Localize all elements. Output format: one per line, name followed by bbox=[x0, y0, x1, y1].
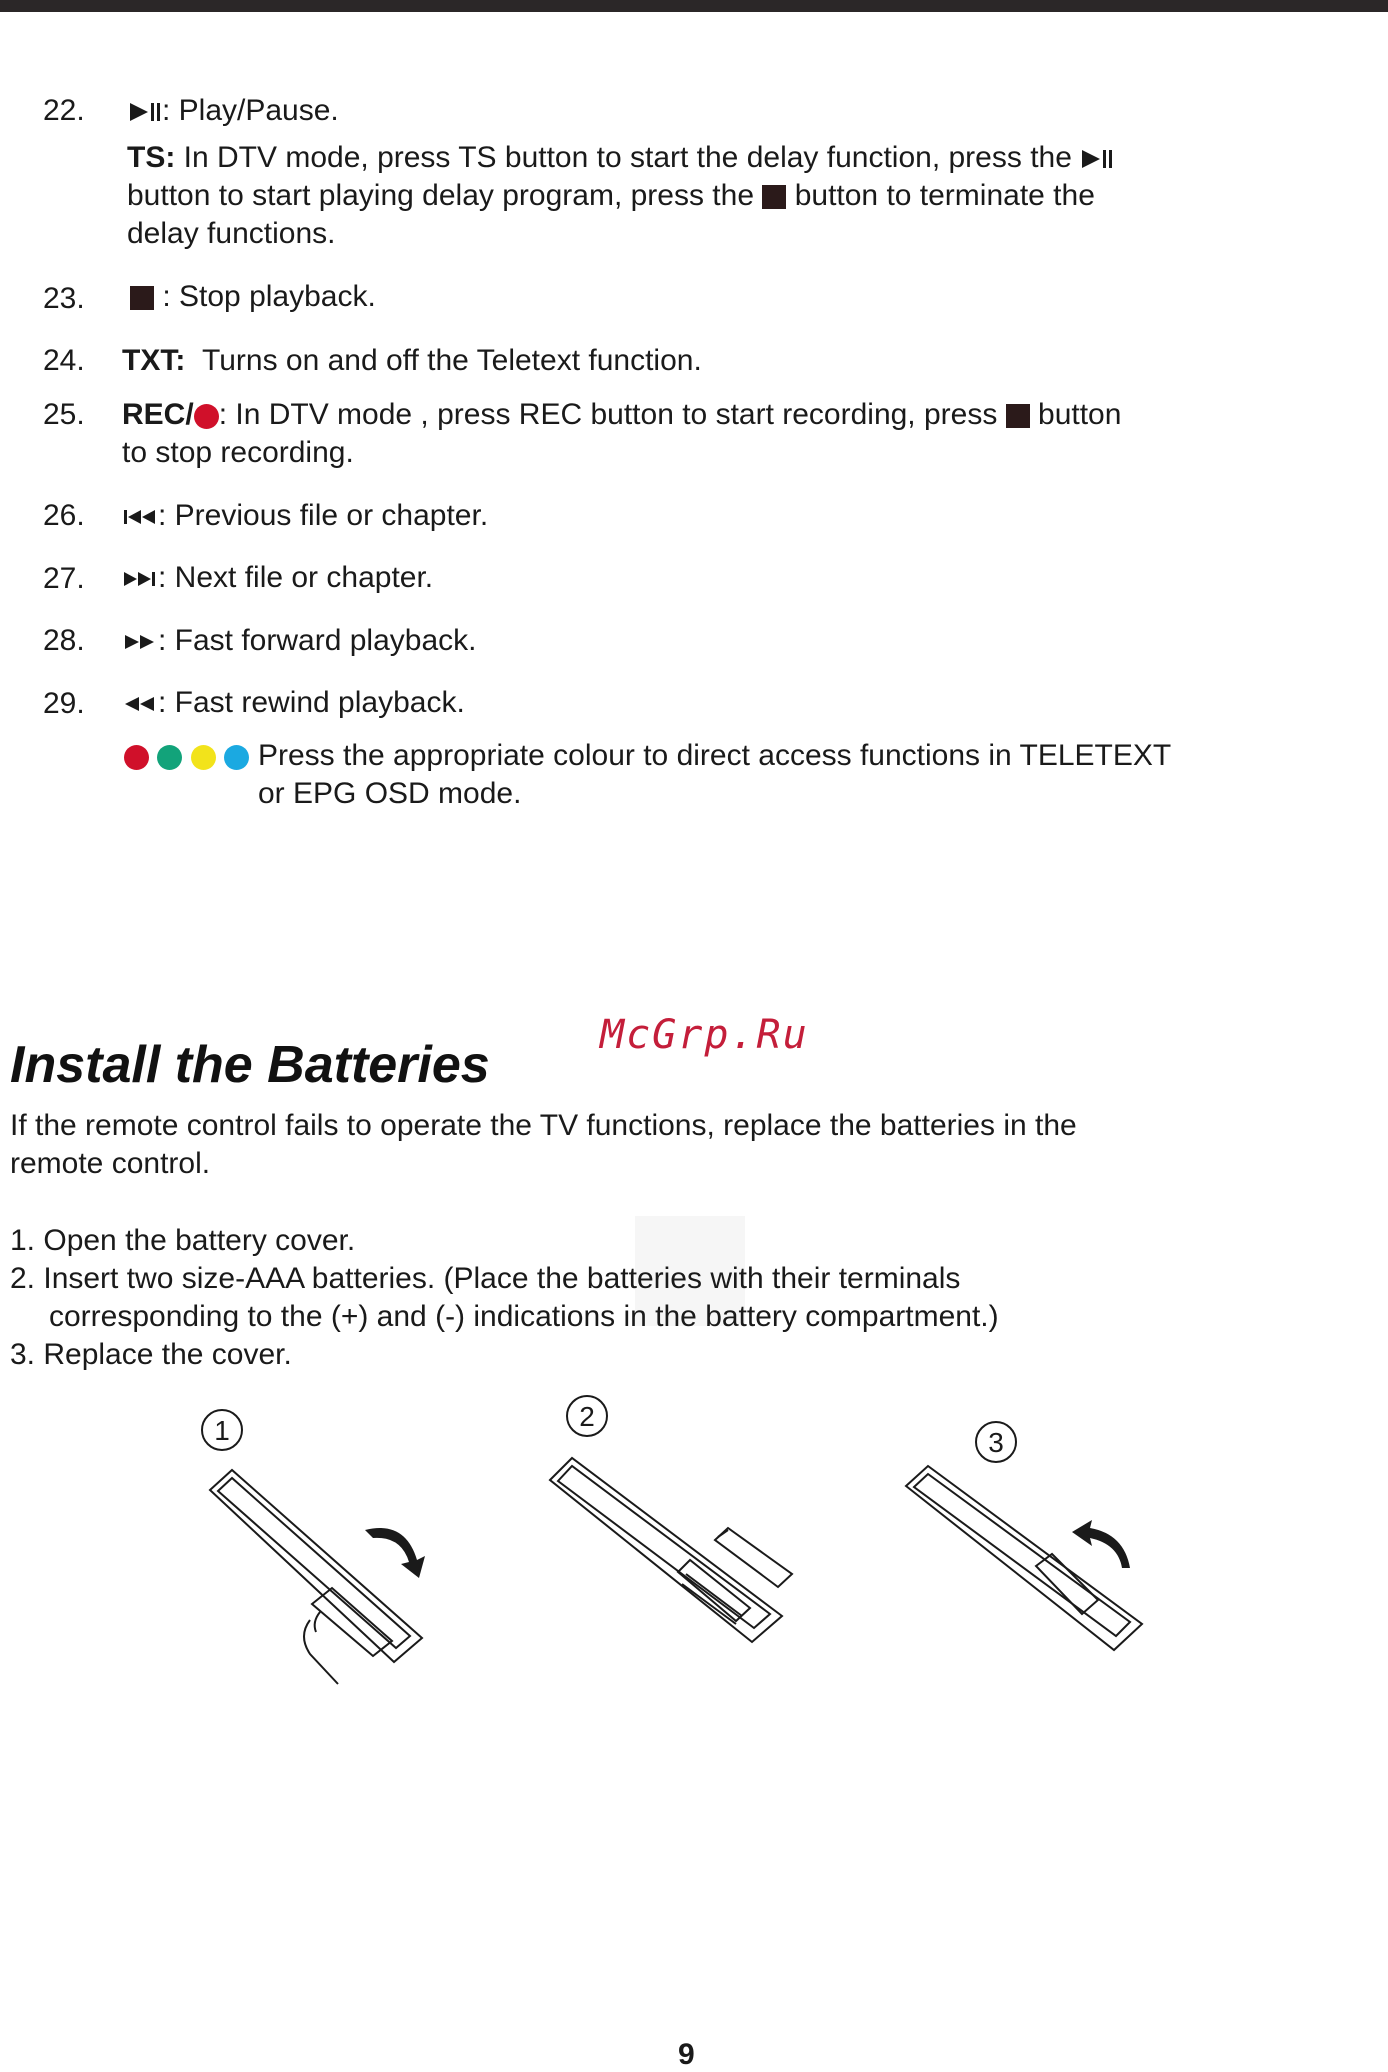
item-txt: TXT: Turns on and off the Teletext function. bbox=[122, 344, 702, 377]
green-key-icon bbox=[157, 745, 182, 770]
colour-keys bbox=[124, 737, 249, 775]
step-1: 1. Open the battery cover. bbox=[10, 1224, 356, 1257]
close-arrow-icon bbox=[1072, 1520, 1130, 1568]
figure-label: 1 bbox=[214, 1415, 230, 1446]
remote-open-cover bbox=[210, 1470, 422, 1684]
colour-keys-text-2: or EPG OSD mode. bbox=[258, 777, 522, 810]
watermark: McGrp.Ru bbox=[600, 1012, 809, 1058]
item-number: 22. bbox=[43, 94, 85, 127]
page-number: 9 bbox=[678, 2038, 695, 2071]
remote-insert-batteries bbox=[550, 1458, 792, 1642]
step-3: 3. Replace the cover. bbox=[10, 1338, 292, 1371]
item-rec: REC/ : In DTV mode , press REC button to start recording, press button bbox=[122, 398, 1122, 431]
item-rec-line-2: to stop recording. bbox=[122, 436, 354, 469]
ts-line-2: button to start playing delay program, press the button to terminate the bbox=[127, 179, 1095, 212]
stop-icon bbox=[130, 286, 154, 310]
item-fast-forward: : Fast forward playback. bbox=[122, 622, 476, 660]
colour-keys-text-1: Press the appropriate colour to direct access functions in TELETEXT bbox=[258, 739, 1172, 772]
ts-line-3: delay functions. bbox=[127, 217, 336, 250]
item-number: 29. bbox=[43, 687, 85, 720]
intro-line-1: If the remote control fails to operate the TV functions, replace the batteries in the bbox=[10, 1109, 1077, 1142]
item-stop: : Stop playback. bbox=[130, 278, 376, 316]
next-icon bbox=[122, 569, 158, 589]
item-number: 26. bbox=[43, 499, 85, 532]
item-rewind: : Fast rewind playback. bbox=[122, 684, 465, 722]
item-previous: : Previous file or chapter. bbox=[122, 497, 488, 535]
yellow-key-icon bbox=[191, 745, 216, 770]
item-number: 23. bbox=[43, 282, 85, 315]
step-2-cont: corresponding to the (+) and (-) indications in the battery compartment.) bbox=[49, 1300, 999, 1333]
open-arrow-icon bbox=[365, 1528, 425, 1578]
ts-line-1: TS: In DTV mode, press TS button to start the delay function, press the bbox=[127, 139, 1114, 177]
fast-rewind-icon bbox=[122, 694, 158, 714]
play-pause-icon bbox=[1080, 147, 1114, 171]
top-bar bbox=[0, 0, 1388, 12]
item-next: : Next file or chapter. bbox=[122, 559, 433, 597]
battery-install-illustration bbox=[170, 1390, 1170, 1710]
step-2: 2. Insert two size-AAA batteries. (Place the batteries with their terminals bbox=[10, 1262, 961, 1295]
stop-icon bbox=[1006, 404, 1030, 428]
previous-icon bbox=[122, 507, 158, 527]
intro-line-2: remote control. bbox=[10, 1147, 211, 1180]
remote-replace-cover bbox=[906, 1466, 1142, 1650]
red-key-icon bbox=[124, 745, 149, 770]
blue-key-icon bbox=[224, 745, 249, 770]
figure-label: 2 bbox=[579, 1401, 595, 1432]
section-heading: Install the Batteries bbox=[10, 1036, 490, 1094]
record-dot-icon bbox=[194, 404, 219, 429]
item-number: 27. bbox=[43, 562, 85, 595]
play-pause-icon bbox=[128, 100, 162, 124]
fast-forward-icon bbox=[122, 632, 158, 652]
item-number: 24. bbox=[43, 344, 85, 377]
item-play-pause: : Play/Pause. bbox=[128, 92, 339, 130]
item-number: 28. bbox=[43, 624, 85, 657]
stop-icon bbox=[762, 185, 786, 209]
item-number: 25. bbox=[43, 398, 85, 431]
figure-label: 3 bbox=[988, 1427, 1004, 1458]
